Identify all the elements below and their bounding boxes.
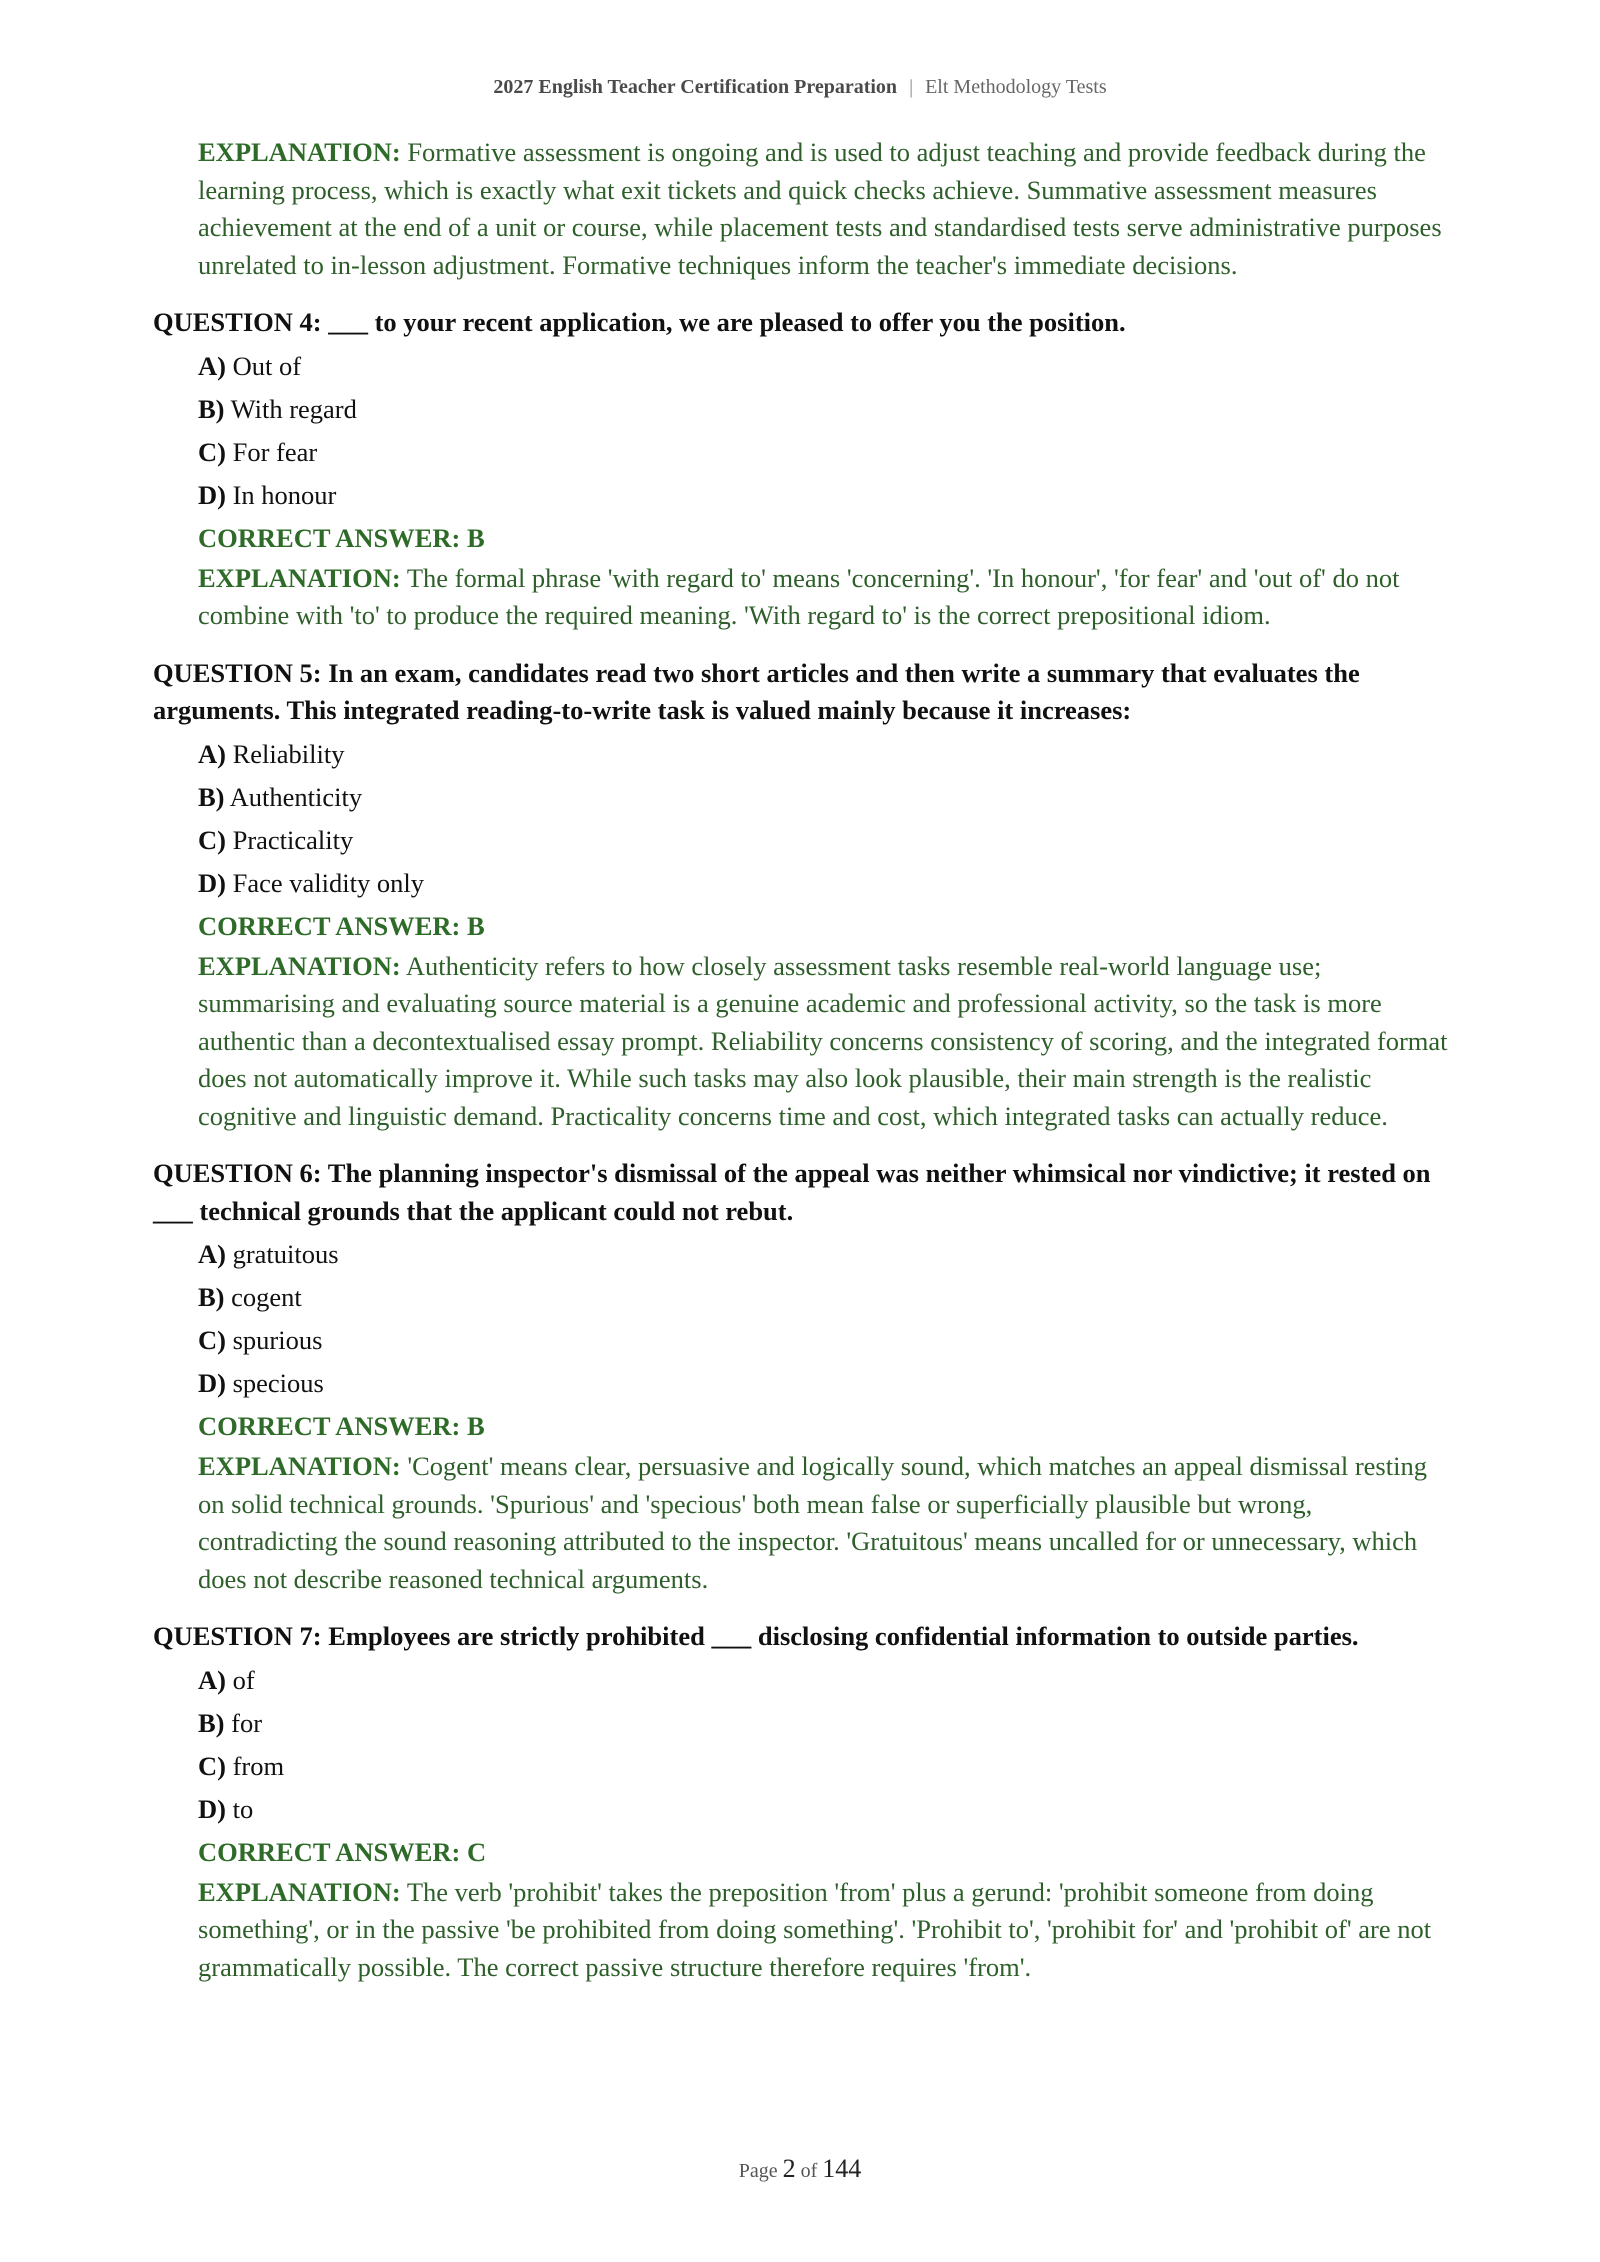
option-text: cogent <box>231 1282 302 1312</box>
explanation-label: EXPLANATION: <box>198 950 401 981</box>
option-text: to <box>232 1793 254 1824</box>
of-word: of <box>800 2160 818 2182</box>
explanation-text: Authenticity refers to how closely assessment tasks resemble real-world language use; summarising and evaluating source material is a genuine academic and professional activity, so the task is more authentic than a decontextualised essay prompt. Reliability concerns consistency of scoring, and the integrated format does not automatically improve it. While such tasks may also look plausible, their main strength is the realistic cognitive and linguistic demand. Practicality concerns time and cost, which integrated tasks can actually reduce. <box>198 950 1448 1131</box>
question-label: QUESTION 6: <box>153 1158 322 1188</box>
question-text: The planning inspector's dismissal of the appeal was neither whimsical nor vindictive; it rested on ___ technical grounds that the applicant could not rebut. <box>153 1158 1431 1226</box>
question-explanation <box>198 1874 1453 1987</box>
option-b <box>198 1702 1453 1745</box>
option-c <box>198 819 1453 862</box>
option-letter: D) <box>198 1368 226 1398</box>
option-text: Face validity only <box>232 867 424 898</box>
question-6-options <box>198 1233 1453 1405</box>
explanation-text: The verb 'prohibit' takes the preposition 'from' plus a gerund: 'prohibit someone from doing something', or in the passive 'be prohibited from doing something'. 'Prohibit to', 'prohibit for' and 'prohibit of' are not grammatically possible. The correct passive structure therefore requires 'from'. <box>198 1876 1432 1982</box>
option-text: Practicality <box>232 824 354 855</box>
intro-explanation <box>198 134 1453 284</box>
option-d <box>198 1788 1453 1831</box>
header-title: 2027 English Teacher Certification Preparation <box>493 76 898 98</box>
option-c <box>198 1319 1453 1362</box>
option-letter: C) <box>198 824 226 855</box>
current-page-number: 2 <box>782 2154 796 2183</box>
option-text: Out of <box>232 350 302 381</box>
question-block-6 <box>153 1155 1453 1598</box>
option-b <box>198 1276 1453 1319</box>
page-content <box>153 134 1453 1986</box>
question-7-options <box>198 1659 1453 1831</box>
question-explanation <box>198 948 1453 1136</box>
header-subtitle: Elt Methodology Tests <box>925 76 1107 98</box>
explanation-label: EXPLANATION: <box>198 137 401 167</box>
question-5-stem <box>153 655 1453 730</box>
question-explanation <box>198 560 1453 635</box>
option-letter: B) <box>198 1707 225 1738</box>
option-text: With regard <box>230 393 357 424</box>
option-d <box>198 1362 1453 1405</box>
question-block-7 <box>153 1618 1453 1986</box>
explanation-text: The formal phrase 'with regard to' means 'concerning'. 'In honour', 'for fear' and 'out of' do not combine with 'to' to produce the required meaning. 'With regard to' is the correct prepositional idiom. <box>198 562 1400 630</box>
question-6-stem <box>153 1155 1453 1230</box>
option-c <box>198 431 1453 474</box>
option-letter: A) <box>198 738 226 769</box>
question-text: Employees are strictly prohibited ___ disclosing confidential information to outside parties. <box>328 1621 1359 1651</box>
explanation-label: EXPLANATION: <box>198 1451 401 1481</box>
question-label: QUESTION 7: <box>153 1621 322 1651</box>
option-d <box>198 474 1453 517</box>
option-text: Reliability <box>232 738 345 769</box>
explanation-text: Formative assessment is ongoing and is used to adjust teaching and provide feedback during the learning process, which is exactly what exit tickets and quick checks achieve. Summative assessment measures achievement at the end of a unit or course, while placement tests and standardised tests serve administrative purposes unrelated to in-lesson adjustment. Formative techniques inform the teacher's immediate decisions. <box>198 137 1442 280</box>
question-block-4 <box>153 304 1453 635</box>
option-text: In honour <box>232 479 337 510</box>
option-letter: A) <box>198 350 226 381</box>
question-block-5 <box>153 655 1453 1136</box>
option-b <box>198 776 1453 819</box>
option-letter: D) <box>198 479 226 510</box>
total-pages-number: 144 <box>822 2154 862 2183</box>
option-a <box>198 1659 1453 1702</box>
option-letter: C) <box>198 1750 226 1781</box>
option-text: specious <box>232 1368 324 1398</box>
option-text: from <box>232 1750 285 1781</box>
option-text: For fear <box>232 436 318 467</box>
option-letter: B) <box>198 781 225 812</box>
option-d <box>198 862 1453 905</box>
question-5-options <box>198 733 1453 905</box>
option-letter: D) <box>198 867 226 898</box>
option-b <box>198 388 1453 431</box>
option-c <box>198 1745 1453 1788</box>
option-text: gratuitous <box>232 1239 339 1269</box>
explanation-label: EXPLANATION: <box>198 562 401 593</box>
option-letter: D) <box>198 1793 226 1824</box>
option-a <box>198 733 1453 776</box>
question-explanation <box>198 1448 1453 1598</box>
page-header <box>0 76 1600 99</box>
option-text: spurious <box>232 1325 323 1355</box>
question-label: QUESTION 4: <box>153 307 322 337</box>
option-letter: B) <box>198 393 225 424</box>
correct-answer: CORRECT ANSWER: B <box>198 1411 485 1441</box>
option-letter: B) <box>198 1282 225 1312</box>
correct-answer: CORRECT ANSWER: B <box>198 522 485 553</box>
question-4-stem <box>153 304 1453 342</box>
option-letter: A) <box>198 1664 226 1695</box>
correct-answer: CORRECT ANSWER: B <box>198 910 485 941</box>
option-letter: C) <box>198 436 226 467</box>
page-word: Page <box>738 2160 778 2182</box>
option-text: Authenticity <box>229 781 363 812</box>
correct-answer: CORRECT ANSWER: C <box>198 1836 487 1867</box>
question-label: QUESTION 5: <box>153 657 322 688</box>
option-letter: A) <box>198 1239 226 1269</box>
header-separator: | <box>909 76 914 98</box>
option-text: of <box>232 1664 255 1695</box>
question-7-stem <box>153 1618 1453 1656</box>
option-text: for <box>231 1707 263 1738</box>
question-text: In an exam, candidates read two short articles and then write a summary that evaluates the arguments. This integrated reading-to-write task is valued mainly because it increases: <box>153 657 1360 725</box>
question-text: ___ to your recent application, we are pleased to offer you the position. <box>328 307 1126 337</box>
option-a <box>198 1233 1453 1276</box>
explanation-text: 'Cogent' means clear, persuasive and logically sound, which matches an appeal dismissal resting on solid technical grounds. 'Spurious' and 'specious' both mean false or superficially plausible but wrong, contradicting the sound reasoning attributed to the inspector. 'Gratuitous' means uncalled for or unnecessary, which does not describe reasoned technical arguments. <box>198 1451 1427 1594</box>
question-4-options <box>198 345 1453 517</box>
page-footer <box>0 2154 1600 2184</box>
option-a <box>198 345 1453 388</box>
explanation-label: EXPLANATION: <box>198 1876 401 1907</box>
option-letter: C) <box>198 1325 226 1355</box>
